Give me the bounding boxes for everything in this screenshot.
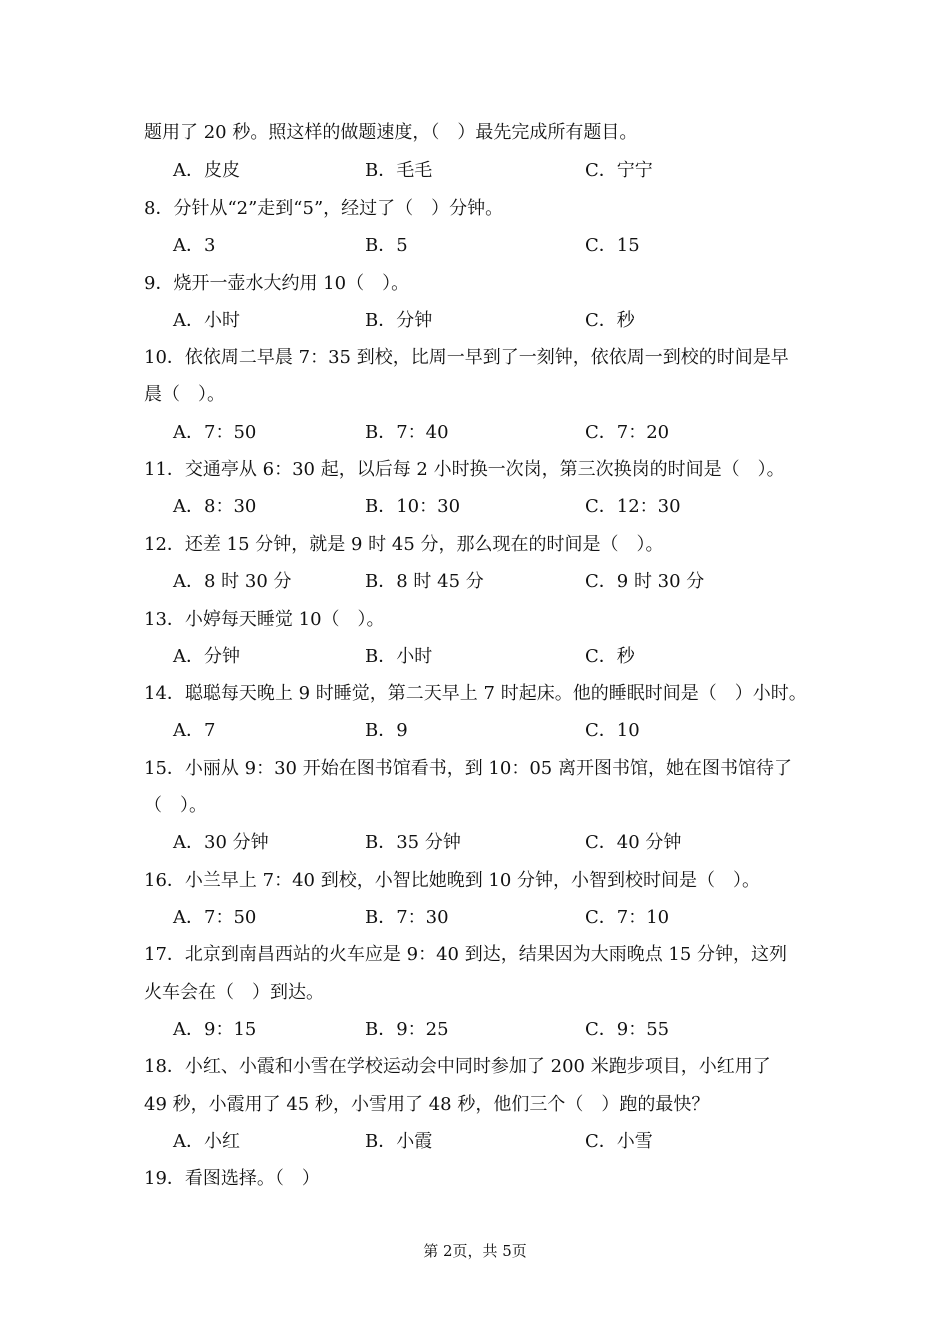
q14-option-c: C．10 [585,720,640,741]
q11-option-a: A．8：30 [173,496,257,517]
q18-option-a: A．小红 [173,1131,240,1152]
q9-option-b: B．分钟 [365,310,433,331]
q9-option-c: C．秒 [585,310,635,331]
q15-option-c: C．40 分钟 [585,832,682,853]
question-10-line2: 晨（ ）。 [144,384,225,405]
q13-option-a: A．分钟 [173,646,240,667]
question-18-line2: 49 秒，小霞用了 45 秒，小雪用了 48 秒，他们三个（ ）跑的最快？ [144,1094,710,1115]
q15-option-b: B．35 分钟 [365,832,461,853]
question-15: 15．小丽从 9：30 开始在图书馆看书，到 10：05 离开图书馆，她在图书馆待了 [144,758,792,779]
question-14: 14．聪聪每天晚上 9 时睡觉，第二天早上 7 时起床。他的睡眠时间是（ ）小时。 [144,683,807,704]
q16-option-c: C．7：10 [585,907,670,928]
q16-option-b: B．7：30 [365,907,449,928]
question-9: 9．烧开一壶水大约用 10（ ）。 [144,273,410,294]
question-17-line2: 火车会在（ ）到达。 [144,982,324,1003]
q18-option-c: C．小雪 [585,1131,653,1152]
q15-option-a: A．30 分钟 [173,832,269,853]
q12-option-c: C．9 时 30 分 [585,571,705,592]
option-a: A．皮皮 [173,160,240,181]
q14-option-b: B．9 [365,720,408,741]
page-footer: 第 2页，共 5页 [423,1242,527,1260]
question-12: 12．还差 15 分钟，就是 9 时 45 分，那么现在的时间是（ ）。 [144,534,664,555]
q13-option-c: C．秒 [585,646,635,667]
question-8: 8．分针从“2”走到“5”，经过了（ ）分钟。 [144,198,504,219]
q18-option-b: B．小霞 [365,1131,433,1152]
question-11: 11．交通亭从 6：30 起，以后每 2 小时换一次岗，第三次换岗的时间是（ ）。 [144,459,785,480]
q17-option-c: C．9：55 [585,1019,670,1040]
q12-option-b: B．8 时 45 分 [365,571,484,592]
q16-option-a: A．7：50 [173,907,257,928]
q8-option-a: A．3 [173,235,216,256]
q9-option-a: A．小时 [173,310,240,331]
q11-option-c: C．12：30 [585,496,681,517]
q14-option-a: A．7 [173,720,216,741]
question-16: 16．小兰早上 7：40 到校，小智比她晚到 10 分钟，小智到校时间是（ ）。 [144,870,761,891]
q13-option-b: B．小时 [365,646,433,667]
q8-option-c: C．15 [585,235,640,256]
q10-option-c: C．7：20 [585,422,670,443]
question-7-continuation: 题用了 20 秒。照这样的做题速度，（ ）最先完成所有题目。 [144,122,638,143]
question-10: 10．依依周二早晨 7：35 到校，比周一早到了一刻钟，依依周一到校的时间是早 [144,347,789,368]
q10-option-a: A．7：50 [173,422,257,443]
option-b: B．毛毛 [365,160,433,181]
q8-option-b: B．5 [365,235,408,256]
question-19: 19．看图选择。（ ） [144,1168,320,1189]
question-17: 17．北京到南昌西站的火车应是 9：40 到达，结果因为大雨晚点 15 分钟，这列 [144,944,788,965]
q17-option-b: B．9：25 [365,1019,449,1040]
q10-option-b: B．7：40 [365,422,449,443]
q11-option-b: B．10：30 [365,496,461,517]
q12-option-a: A．8 时 30 分 [173,571,292,592]
question-18: 18．小红、小霞和小雪在学校运动会中同时参加了 200 米跑步项目，小红用了 [144,1056,771,1077]
question-15-line2: （ ）。 [144,795,207,816]
option-c: C．宁宁 [585,160,653,181]
q17-option-a: A．9：15 [173,1019,257,1040]
question-13: 13．小婷每天睡觉 10（ ）。 [144,609,385,630]
